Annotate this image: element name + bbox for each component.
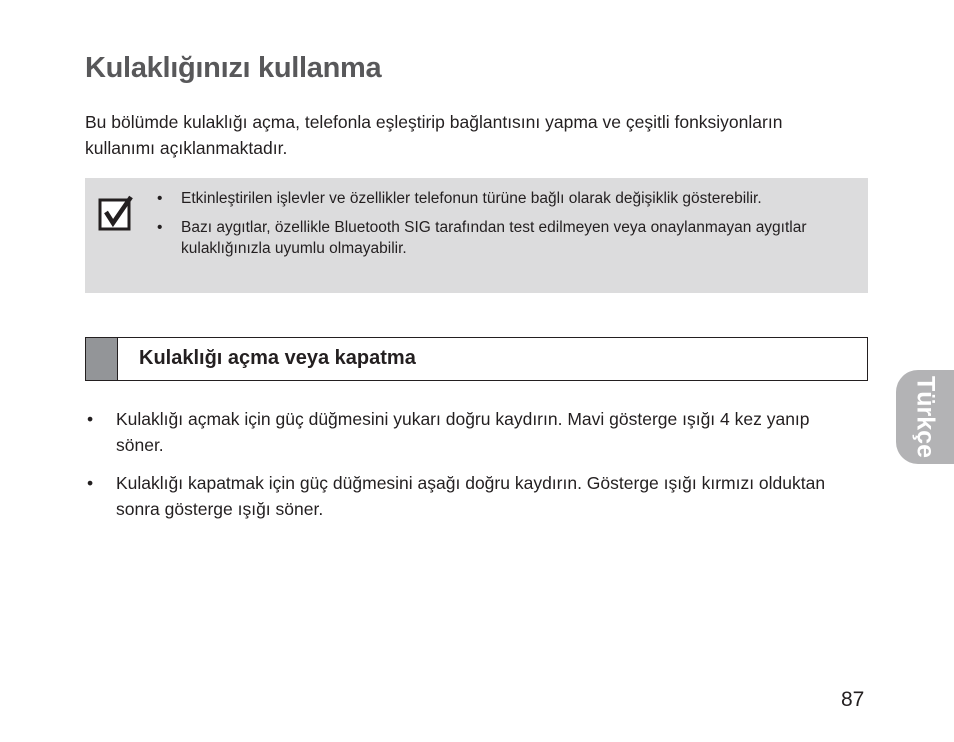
note-list <box>157 188 862 267</box>
note-box <box>85 178 868 293</box>
page-title: Kulaklığınızı kullanma <box>85 52 382 84</box>
note-item: • Etkinleştirilen işlevler ve özellikler telefonun türüne bağlı olarak değişiklik gösterebilir. <box>157 188 862 209</box>
section-header <box>85 337 868 381</box>
section-marker <box>86 338 118 380</box>
note-item: • Bazı aygıtlar, özellikle Bluetooth SIG tarafından test edilmeyen veya onaylanmayan aygıtlar kulaklığınızla uyumlu olmayabilir. <box>157 217 862 259</box>
instruction-item: • Kulaklığı kapatmak için güç düğmesini aşağı doğru kaydırın. Gösterge ışığı kırmızı olduktan sonra gösterge ışığı söner. <box>85 470 855 522</box>
language-tab <box>896 370 954 464</box>
page-number: 87 <box>841 688 865 711</box>
section-title: Kulaklığı açma veya kapatma <box>139 347 416 369</box>
intro-paragraph: Bu bölümde kulaklığı açma, telefonla eşleştirip bağlantısını yapma ve çeşitli fonksiyonların kullanımı açıklanmaktadır. <box>85 112 783 158</box>
checkbox-check-icon <box>98 195 134 231</box>
language-tab-label: Türkçe <box>911 376 940 458</box>
instruction-item: • Kulaklığı açmak için güç düğmesini yukarı doğru kaydırın. Mavi gösterge ışığı 4 kez yanıp söner. <box>85 406 855 458</box>
instruction-list <box>85 406 855 534</box>
